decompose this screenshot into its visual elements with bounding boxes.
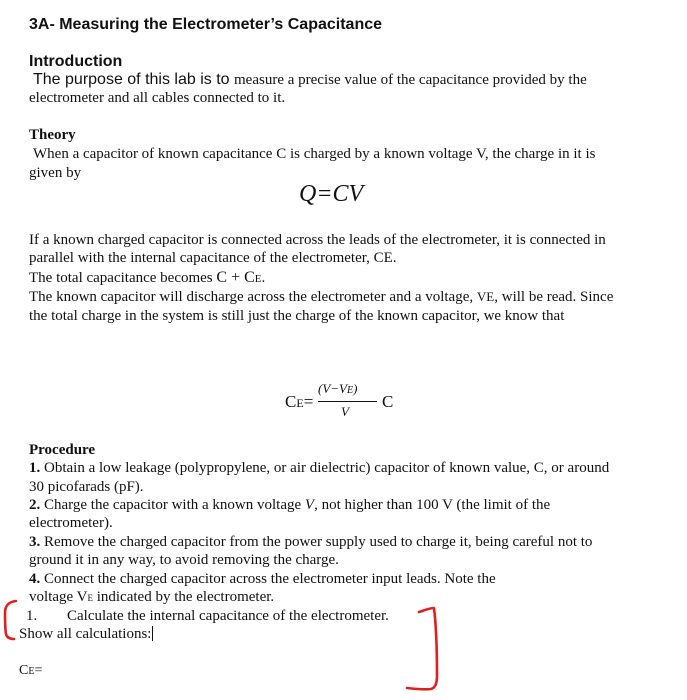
theory-para-5: the total charge in the system is still just the charge of the known capacitor, we know that [29, 308, 565, 324]
theory-line-1: When a capacitor of known capacitance C is charged by a known voltage V, the charge in it is [33, 146, 596, 162]
total-capacitance-subscript: E [254, 273, 262, 285]
procedure-heading: Procedure [29, 442, 96, 458]
answer-symbol: C [19, 663, 29, 678]
step-4-text: Connect the charged capacitor across the electrometer input leads. Note the [40, 571, 496, 587]
formula-lhs-symbol: C [285, 392, 297, 411]
theory-para-4-end: , will be read. Since [494, 289, 614, 305]
step-5-number: 1. [26, 608, 38, 624]
intro-heading: Introduction [29, 53, 123, 70]
step-2-text: Charge the capacitor with a known voltage [40, 497, 305, 513]
step-1-line-2: 30 picofarads (pF). [29, 479, 144, 495]
formula-lhs-subscript: E [296, 396, 304, 410]
step-2-text-end: , not higher than 100 V (the limit of the [314, 497, 551, 513]
theory-para-4-start: The known capacitor will discharge across the electrometer and a voltage, [29, 289, 477, 305]
formula-numerator-subscript: E [346, 385, 354, 396]
equation-q-cv: Q=CV [299, 181, 364, 207]
step-1-number: 1. [29, 460, 41, 476]
step-2-line-2: electrometer). [29, 515, 113, 531]
formula-equals: = [303, 392, 314, 411]
step-2-voltage-symbol: V [304, 497, 315, 513]
page-title: 3A- Measuring the Electrometer’s Capacitance [29, 16, 383, 33]
total-capacitance-period: . [261, 270, 266, 286]
theory-heading: Theory [29, 127, 76, 143]
answer-subscript: E [28, 666, 35, 677]
formula-denominator: V [341, 404, 349, 419]
step-4-number: 4. [29, 571, 41, 587]
step-3-number: 3. [29, 534, 41, 550]
step-4-voltage-text: voltage V [29, 589, 88, 605]
total-capacitance-expr: C + C [216, 269, 255, 286]
step-4-text-end: indicated by the electrometer. [92, 589, 275, 605]
right-bracket [407, 608, 437, 689]
theory-para-1: If a known charged capacitor is connected across the leads of the electrometer, it is connected in [29, 232, 606, 248]
step-3-text: Remove the charged capacitor from the power supply used to charge it, being careful not to [40, 534, 593, 550]
answer-equals: = [34, 663, 43, 678]
intro-line-2: electrometer and all cables connected to it. [29, 90, 286, 106]
intro-line-1-start: The purpose of this lab is to [33, 71, 234, 88]
formula-rhs: C [382, 392, 394, 411]
step-3-line-2: ground it in any way, to avoid removing the charge. [29, 552, 339, 568]
step-2-number: 2. [29, 497, 41, 513]
left-bracket [5, 601, 16, 639]
step-4-voltage-subscript: E [87, 593, 93, 603]
theory-line-2: given by [29, 165, 82, 181]
formula-numerator-text: (V−V [318, 381, 347, 396]
theory-para-2: parallel with the internal capacitance of the electrometer, CE. [29, 250, 397, 266]
electrometer-voltage-symbol: VE [476, 289, 495, 304]
step-5-text: Calculate the internal capacitance of the electrometer. [67, 608, 389, 624]
show-calculations-text: Show all calculations: [19, 626, 152, 642]
formula-numerator-close: ) [353, 381, 358, 396]
total-capacitance-text: The total capacitance becomes [29, 270, 217, 286]
step-1-text: Obtain a low leakage (polypropylene, or air dielectric) capacitor of known value, C, or around [40, 460, 610, 476]
intro-line-1-end: measure a precise value of the capacitance provided by the [234, 72, 587, 88]
